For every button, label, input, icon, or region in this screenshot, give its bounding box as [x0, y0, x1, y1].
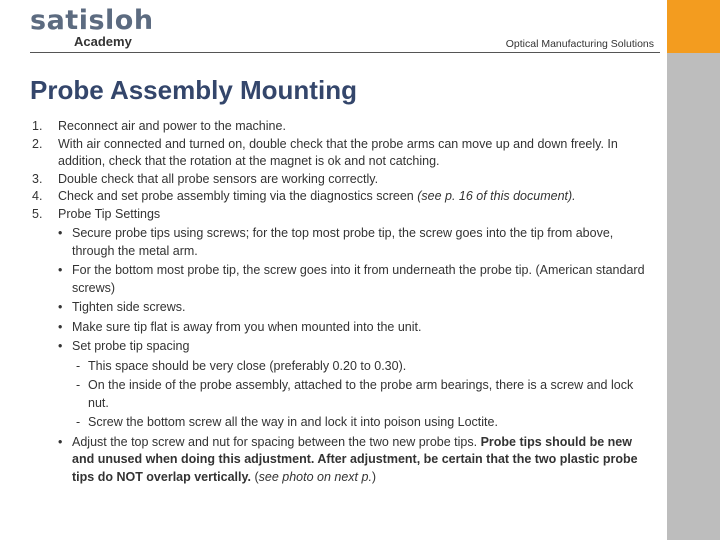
- bullet-item: [58, 299, 652, 317]
- bullet-text: Tighten side screws.: [72, 300, 186, 314]
- paren-close: ): [371, 469, 377, 484]
- page-title: Probe Assembly Mounting: [30, 75, 357, 105]
- step-number: 1.: [32, 119, 43, 133]
- step-text: With air connected and turned on, double check that the probe arms can move up and down freely. In addition, check that the rotation at the magnet is ok and not catching.: [58, 136, 618, 168]
- sub-item: [76, 377, 652, 412]
- bullet-mark: •: [58, 300, 63, 314]
- instructions: [32, 118, 652, 486]
- paren-open: (: [251, 469, 259, 484]
- logo-sub: Academy: [74, 34, 132, 49]
- step-2: [32, 136, 652, 171]
- bullet-text: Make sure tip flat is away from you when mounted into the unit.: [72, 319, 422, 334]
- bullet-mark: •: [58, 339, 63, 353]
- sub-item-text: Screw the bottom screw all the way in and lock it into poison using Loctite.: [88, 415, 498, 429]
- sub-item-text: On the inside of the probe assembly, attached to the probe arm bearings, there is a screw and lock nut.: [88, 378, 634, 410]
- step-4: [32, 188, 652, 206]
- bullet-item: [58, 319, 652, 337]
- dash-mark: -: [76, 415, 81, 429]
- bullet-text: Set probe tip spacing: [72, 339, 190, 353]
- sub-item: [76, 358, 652, 376]
- bullet-mark: •: [58, 434, 63, 449]
- step-number: 5.: [32, 206, 43, 221]
- step-text: Reconnect air and power to the machine.: [58, 119, 286, 133]
- bullet-item: [58, 225, 652, 260]
- bullet-mark: •: [58, 319, 63, 334]
- step-text-main: Check and set probe assembly timing via the diagnostics screen: [58, 189, 418, 203]
- page-reference: (see p. 16 of this document).: [417, 189, 576, 203]
- bullet-text: Secure probe tips using screws; for the top most probe tip, the screw goes into the tip from above, through the metal arm.: [72, 226, 614, 258]
- logo-brand: satisloh: [30, 5, 154, 36]
- bullet-item: [58, 338, 652, 356]
- step-number: 4.: [32, 189, 43, 203]
- sub-item-text: This space should be very close (preferably 0.20 to 0.30).: [88, 358, 407, 373]
- step-text: [58, 188, 652, 206]
- step-3: [32, 171, 652, 189]
- step-1: [32, 118, 652, 136]
- bullet-item: [58, 262, 652, 297]
- satisloh-logo: [30, 6, 154, 49]
- sub-item: [76, 414, 652, 432]
- header-divider: [30, 52, 660, 53]
- bullet-mark: •: [58, 226, 63, 240]
- header-tagline: Optical Manufacturing Solutions: [505, 38, 654, 50]
- step-5: [32, 206, 652, 224]
- step-text: Probe Tip Settings: [58, 206, 161, 221]
- dash-mark: -: [76, 358, 81, 373]
- bullet-text: For the bottom most probe tip, the screw goes into it from underneath the probe tip. (American standard screws): [72, 263, 645, 295]
- bullet-text-plain: Adjust the top screw and nut for spacing between the two new probe tips.: [72, 434, 481, 449]
- step-number: 2.: [32, 136, 43, 151]
- bullet-text: [72, 434, 652, 487]
- step-text: Double check that all probe sensors are working correctly.: [58, 171, 379, 186]
- dash-mark: -: [76, 378, 81, 392]
- bullet-item: [58, 434, 652, 487]
- step-number: 3.: [32, 171, 43, 186]
- orange-corner-block: [667, 0, 720, 53]
- photo-reference: see photo on next p.: [258, 469, 372, 484]
- bullet-mark: •: [58, 263, 63, 277]
- bullet-text-bold: Probe tips should be new and unused when doing this adjustment. After adjustment, be certain that the two plastic probe tips do NOT overlap vertically.: [72, 434, 638, 484]
- right-side-bar: [667, 0, 720, 540]
